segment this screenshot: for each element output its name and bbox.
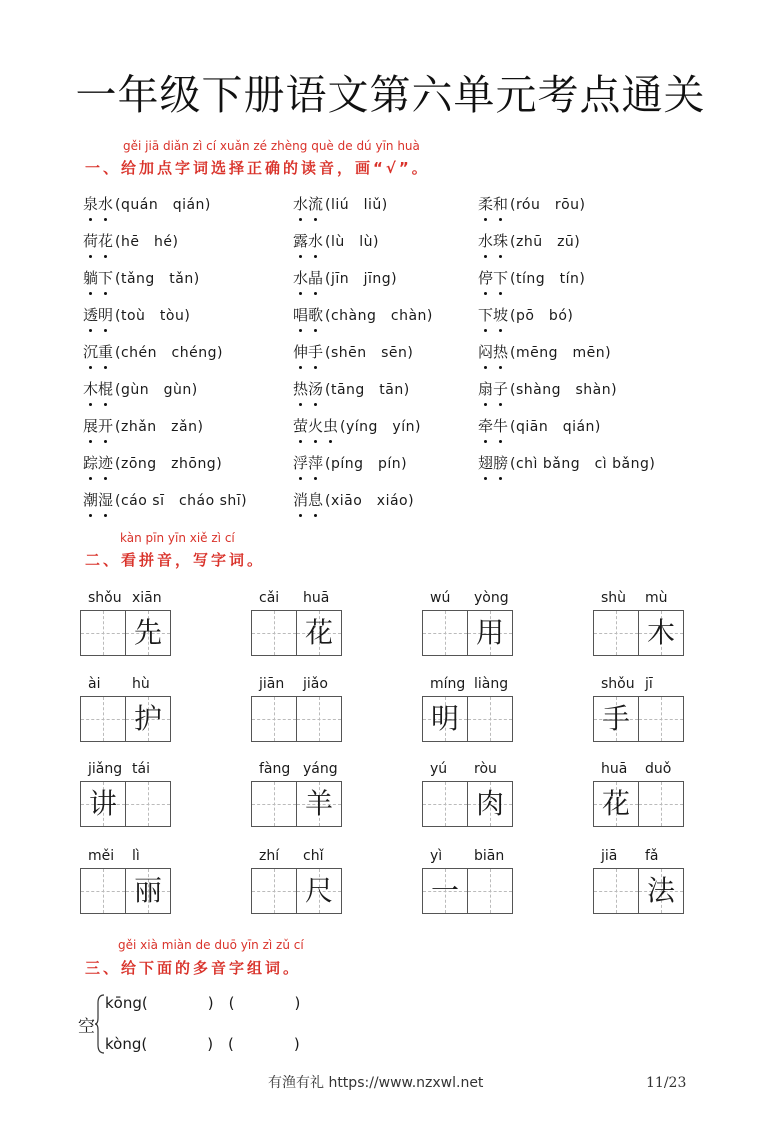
char-box-pair (422, 781, 512, 827)
word-item[interactable] (293, 415, 421, 436)
polyphone-reading-2[interactable]: kòng( ) ( ) (105, 1035, 300, 1053)
pinyin-options[interactable]: (toù tòu) (115, 308, 191, 324)
emphasis-dot (89, 255, 92, 258)
pinyin-label: měi (88, 848, 115, 864)
char-box-pair (251, 696, 341, 742)
pinyin-options[interactable]: (cáo sī cháo shī) (115, 493, 248, 509)
pinyin-options[interactable]: (lù lù) (325, 234, 379, 250)
char-box-pair (80, 781, 170, 827)
emphasis-dot (104, 403, 107, 406)
section3-heading: 三、给下面的多音字组词。 (85, 959, 302, 977)
word-item[interactable] (478, 452, 655, 473)
page-title: 一年级下册语文第六单元考点通关 (75, 71, 706, 119)
emphasis-dot (499, 218, 502, 221)
pinyin-options[interactable]: (tǎng tǎn) (115, 271, 200, 287)
word-item[interactable] (293, 267, 397, 288)
emphasis-dot (104, 255, 107, 258)
pinyin-options[interactable]: (mēng mēn) (510, 345, 612, 361)
pinyin-label: fǎ (645, 848, 659, 864)
char-text: 法 (646, 874, 675, 907)
pinyin-options[interactable]: (píng pín) (325, 456, 408, 472)
char-box[interactable] (80, 781, 126, 827)
emphasis-dot (499, 292, 502, 295)
word-item[interactable] (478, 230, 580, 251)
word-item[interactable] (83, 489, 247, 510)
char-box-pair (251, 781, 341, 827)
char-box[interactable] (422, 696, 468, 742)
pinyin-options[interactable]: (qiān qián) (510, 419, 601, 435)
char-box-pair (251, 610, 341, 656)
pinyin-label: zhí (259, 848, 280, 864)
emphasis-dot (104, 514, 107, 517)
emphasis-dot (484, 329, 487, 332)
pinyin-label: xiān (132, 590, 162, 606)
word-item[interactable] (83, 452, 222, 473)
emphasis-dot (89, 477, 92, 480)
emphasis-dot (484, 218, 487, 221)
emphasis-dot (299, 366, 302, 369)
pinyin-options[interactable]: (hē hé) (115, 234, 179, 250)
word-text: 翅膀 (478, 452, 508, 473)
word-item[interactable] (478, 193, 586, 214)
word-text: 停下 (478, 267, 508, 288)
pinyin-options[interactable]: (chàng chàn) (325, 308, 433, 324)
pinyin-label: duǒ (645, 761, 672, 777)
pinyin-label: shǒu (601, 676, 635, 692)
char-box[interactable] (638, 781, 684, 827)
pinyin-options[interactable]: (tíng tín) (510, 271, 586, 287)
word-item[interactable] (83, 267, 200, 288)
emphasis-dot (89, 329, 92, 332)
char-box[interactable] (296, 610, 342, 656)
emphasis-dot (299, 218, 302, 221)
pinyin-options[interactable]: (chì bǎng cì bǎng) (510, 456, 656, 472)
char-box[interactable] (467, 610, 513, 656)
word-text: 闷热 (478, 341, 508, 362)
word-item[interactable] (83, 304, 190, 325)
word-item[interactable] (83, 193, 211, 214)
emphasis-dot (89, 403, 92, 406)
word-text: 透明 (83, 304, 113, 325)
pinyin-label: ài (88, 676, 101, 692)
emphasis-dot (104, 292, 107, 295)
char-text: 尺 (304, 874, 333, 907)
word-text: 躺下 (83, 267, 113, 288)
char-box[interactable] (593, 781, 639, 827)
pinyin-label: fàng (259, 761, 291, 777)
char-box[interactable] (251, 696, 297, 742)
char-box-pair (593, 610, 683, 656)
emphasis-dot (314, 514, 317, 517)
emphasis-dot (314, 255, 317, 258)
char-text: 一 (430, 874, 459, 907)
char-box-pair (251, 868, 341, 914)
word-item[interactable] (478, 415, 601, 436)
word-item[interactable] (293, 304, 433, 325)
emphasis-dot (104, 366, 107, 369)
char-text: 讲 (88, 787, 117, 820)
char-box[interactable] (296, 696, 342, 742)
pinyin-label: wú (430, 590, 451, 606)
word-item[interactable] (83, 415, 203, 436)
emphasis-dot (104, 477, 107, 480)
char-box[interactable] (422, 610, 468, 656)
word-text: 水晶 (293, 267, 323, 288)
char-box[interactable] (80, 696, 126, 742)
emphasis-dot (484, 440, 487, 443)
pinyin-options[interactable]: (xiāo xiáo) (325, 493, 415, 509)
emphasis-dot (499, 440, 502, 443)
emphasis-dot (299, 403, 302, 406)
char-box[interactable] (296, 868, 342, 914)
pinyin-options[interactable]: (zhǎn zǎn) (115, 419, 204, 435)
emphasis-dot (299, 514, 302, 517)
pinyin-label: jiān (259, 676, 285, 692)
emphasis-dot (104, 440, 107, 443)
char-box[interactable] (125, 610, 171, 656)
pinyin-options[interactable]: (zhū zū) (510, 234, 581, 250)
pinyin-options[interactable]: (liú liǔ) (325, 197, 388, 213)
char-box-pair (422, 696, 512, 742)
word-text: 萤火虫 (293, 415, 338, 436)
char-text: 花 (304, 616, 333, 649)
char-box[interactable] (593, 868, 639, 914)
word-text: 下坡 (478, 304, 508, 325)
word-item[interactable] (293, 193, 388, 214)
emphasis-dot (499, 403, 502, 406)
pinyin-options[interactable]: (chén chéng) (115, 345, 223, 361)
word-item[interactable] (478, 341, 611, 362)
word-text: 展开 (83, 415, 113, 436)
pinyin-label: yòng (474, 590, 509, 606)
pinyin-label: yì (430, 848, 443, 864)
word-text: 扇子 (478, 378, 508, 399)
pinyin-label: ròu (474, 761, 497, 777)
char-text: 丽 (133, 874, 162, 907)
word-item[interactable] (293, 341, 413, 362)
emphasis-dot (104, 329, 107, 332)
emphasis-dot (499, 329, 502, 332)
emphasis-dot (499, 366, 502, 369)
pinyin-label: jī (645, 676, 653, 692)
emphasis-dot (314, 477, 317, 480)
word-item[interactable] (293, 230, 379, 251)
pinyin-label: shù (601, 590, 627, 606)
char-box[interactable] (422, 781, 468, 827)
char-box[interactable] (125, 868, 171, 914)
word-text: 泉水 (83, 193, 113, 214)
char-box[interactable] (251, 610, 297, 656)
section2-pinyin-hint: kàn pīn yīn xiě zì cí (120, 531, 235, 545)
emphasis-dot (314, 329, 317, 332)
section1-pinyin-hint: gěi jiā diǎn zì cí xuǎn zé zhèng què de dú yīn huà (123, 139, 420, 153)
emphasis-dot (314, 403, 317, 406)
word-text: 柔和 (478, 193, 508, 214)
char-text: 羊 (304, 787, 333, 820)
emphasis-dot (299, 329, 302, 332)
section1-heading: 一、给加点字词选择正确的读音，画“√”。 (85, 159, 430, 177)
pinyin-label: biān (474, 848, 505, 864)
word-item[interactable] (83, 341, 223, 362)
word-text: 伸手 (293, 341, 323, 362)
char-text: 先 (133, 616, 162, 649)
char-box[interactable] (593, 610, 639, 656)
char-text: 护 (133, 702, 162, 735)
char-box[interactable] (80, 868, 126, 914)
word-item[interactable] (293, 452, 407, 473)
char-box[interactable] (251, 781, 297, 827)
char-box[interactable] (125, 781, 171, 827)
word-text: 唱歌 (293, 304, 323, 325)
emphasis-dot (484, 366, 487, 369)
word-text: 荷花 (83, 230, 113, 251)
emphasis-dot (314, 218, 317, 221)
pinyin-options[interactable]: (yíng yín) (340, 419, 421, 435)
char-box-pair (593, 781, 683, 827)
word-text: 木棍 (83, 378, 113, 399)
pinyin-options[interactable]: (zōng zhōng) (115, 456, 223, 472)
pinyin-label: yú (430, 761, 448, 777)
char-box[interactable] (467, 781, 513, 827)
pinyin-options[interactable]: (jīn jīng) (325, 271, 398, 287)
char-box-pair (80, 610, 170, 656)
word-item[interactable] (83, 378, 198, 399)
word-text: 浮萍 (293, 452, 323, 473)
word-text: 牵牛 (478, 415, 508, 436)
pinyin-options[interactable]: (shàng shàn) (510, 382, 618, 398)
emphasis-dot (89, 440, 92, 443)
pinyin-label: shǒu (88, 590, 122, 606)
word-item[interactable] (478, 304, 573, 325)
pinyin-options[interactable]: (gùn gùn) (115, 382, 198, 398)
char-box[interactable] (467, 868, 513, 914)
char-text: 明 (430, 702, 459, 735)
char-text: 木 (646, 616, 675, 649)
emphasis-dot (329, 440, 332, 443)
pinyin-label: yáng (303, 761, 338, 777)
pinyin-options[interactable]: (róu rōu) (510, 197, 586, 213)
emphasis-dot (484, 403, 487, 406)
char-box-pair (593, 868, 683, 914)
pinyin-options[interactable]: (shēn sēn) (325, 345, 414, 361)
pinyin-label: tái (132, 761, 150, 777)
char-text: 花 (601, 787, 630, 820)
emphasis-dot (299, 292, 302, 295)
pinyin-options[interactable]: (tāng tān) (325, 382, 410, 398)
char-box[interactable] (422, 868, 468, 914)
emphasis-dot (499, 255, 502, 258)
word-item[interactable] (478, 267, 585, 288)
word-text: 消息 (293, 489, 323, 510)
polyphone-char: 空 (78, 1017, 95, 1037)
pinyin-label: hù (132, 676, 150, 692)
emphasis-dot (104, 218, 107, 221)
page-number: 11/23 (646, 1075, 687, 1091)
pinyin-label: jiǎng (88, 761, 123, 777)
emphasis-dot (314, 366, 317, 369)
word-text: 露水 (293, 230, 323, 251)
pinyin-label: jiā (601, 848, 618, 864)
emphasis-dot (299, 477, 302, 480)
section3-pinyin-hint: gěi xià miàn de duō yīn zì zǔ cí (118, 938, 304, 952)
pinyin-label: mù (645, 590, 668, 606)
pinyin-label: jiǎo (303, 676, 328, 692)
char-box-pair (593, 696, 683, 742)
section2-heading: 二、看拼音，写字词。 (85, 551, 266, 569)
char-box-pair (80, 696, 170, 742)
footer-text: 有渔有礼 https://www.nzxwl.net (268, 1075, 484, 1091)
emphasis-dot (484, 255, 487, 258)
char-box-pair (422, 868, 512, 914)
pinyin-label: lì (132, 848, 140, 864)
word-item[interactable] (478, 378, 617, 399)
char-text: 手 (601, 702, 630, 735)
emphasis-dot (484, 292, 487, 295)
emphasis-dot (314, 292, 317, 295)
emphasis-dot (89, 292, 92, 295)
char-box-pair (80, 868, 170, 914)
word-text: 潮湿 (83, 489, 113, 510)
char-box[interactable] (467, 696, 513, 742)
pinyin-options[interactable]: (pō bó) (510, 308, 574, 324)
emphasis-dot (499, 477, 502, 480)
char-box[interactable] (593, 696, 639, 742)
emphasis-dot (89, 218, 92, 221)
word-text: 踪迹 (83, 452, 113, 473)
polyphone-reading-1[interactable]: kōng( ) ( ) (105, 994, 301, 1012)
word-item[interactable] (293, 378, 410, 399)
word-text: 水珠 (478, 230, 508, 251)
char-text: 用 (475, 616, 504, 649)
word-item[interactable] (293, 489, 414, 510)
char-box[interactable] (638, 696, 684, 742)
emphasis-dot (299, 440, 302, 443)
pinyin-label: huā (303, 590, 330, 606)
word-text: 水流 (293, 193, 323, 214)
word-text: 热汤 (293, 378, 323, 399)
pinyin-label: cǎi (259, 590, 280, 606)
pinyin-options[interactable]: (quán qián) (115, 197, 211, 213)
emphasis-dot (89, 366, 92, 369)
char-text: 肉 (475, 787, 504, 820)
word-text: 沉重 (83, 341, 113, 362)
char-box[interactable] (125, 696, 171, 742)
char-box[interactable] (296, 781, 342, 827)
char-box[interactable] (251, 868, 297, 914)
pinyin-label: míng (430, 676, 466, 692)
emphasis-dot (484, 477, 487, 480)
emphasis-dot (299, 255, 302, 258)
pinyin-label: liàng (474, 676, 509, 692)
char-box[interactable] (638, 610, 684, 656)
char-box-pair (422, 610, 512, 656)
pinyin-label: chǐ (303, 848, 324, 864)
emphasis-dot (314, 440, 317, 443)
word-item[interactable] (83, 230, 178, 251)
pinyin-label: huā (601, 761, 628, 777)
char-box[interactable] (638, 868, 684, 914)
emphasis-dot (89, 514, 92, 517)
char-box[interactable] (80, 610, 126, 656)
